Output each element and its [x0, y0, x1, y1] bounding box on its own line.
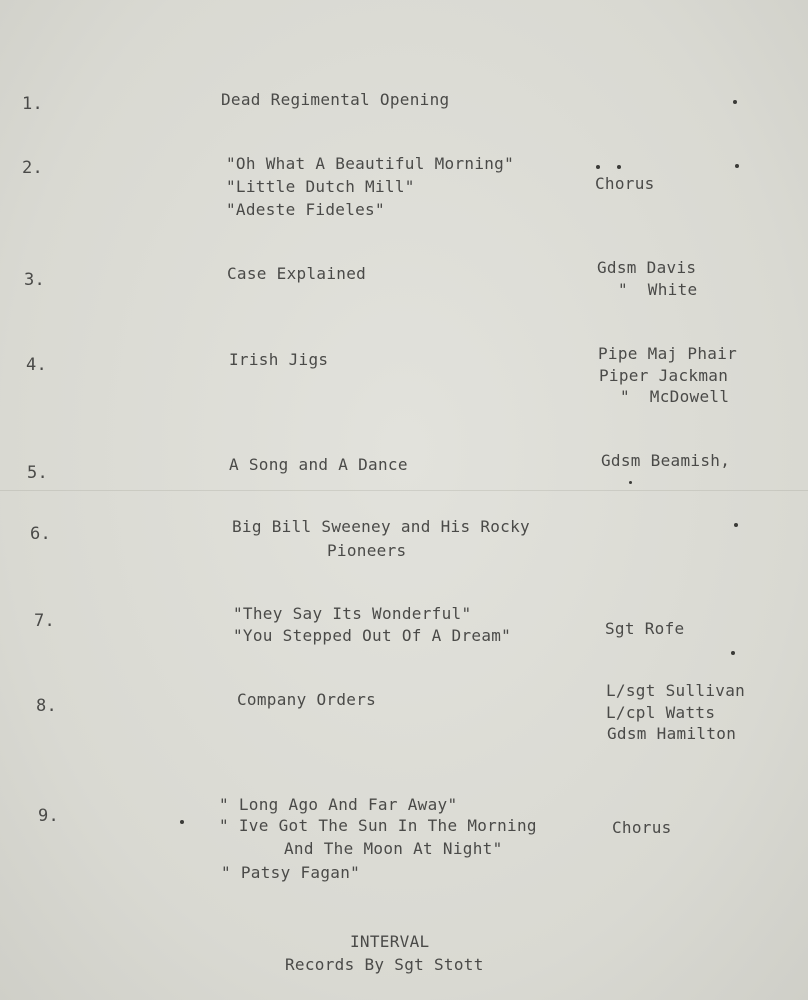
item-8-performer-3: Gdsm Hamilton: [607, 724, 737, 743]
item-number-5: 5.: [27, 463, 49, 483]
item-3-title: Case Explained: [227, 264, 367, 283]
item-2-song-3: "Adeste Fideles": [226, 200, 385, 219]
ink-speck: [731, 651, 735, 655]
item-4-performer-1: Pipe Maj Phair: [598, 344, 738, 363]
item-5-title: A Song and A Dance: [229, 455, 408, 474]
item-number-7: 7.: [34, 611, 56, 631]
records-credit: Records By Sgt Stott: [285, 955, 484, 974]
item-number-8: 8.: [36, 696, 58, 716]
item-6-title-line-2: Pioneers: [327, 541, 407, 560]
item-number-6: 6.: [30, 524, 52, 544]
item-7-song-2: "You Stepped Out Of A Dream": [233, 626, 512, 645]
ink-speck: [735, 164, 739, 168]
item-9-song-2: " Ive Got The Sun In The Morning: [219, 816, 537, 835]
item-number-3: 3.: [24, 270, 46, 290]
ink-speck: [596, 165, 600, 169]
interval-heading: INTERVAL: [350, 932, 430, 951]
item-2-performer: Chorus: [595, 174, 655, 193]
item-9-song-2-cont: And The Moon At Night": [284, 839, 503, 858]
ink-speck: [629, 481, 632, 484]
item-number-4: 4.: [26, 355, 48, 375]
item-2-song-2: "Little Dutch Mill": [226, 177, 415, 196]
item-2-song-1: "Oh What A Beautiful Morning": [226, 154, 515, 173]
ink-speck: [733, 100, 737, 104]
fold-line: [0, 490, 808, 491]
item-8-title: Company Orders: [237, 690, 377, 709]
ink-speck: [617, 165, 621, 169]
item-3-performer-2: " White: [618, 280, 698, 299]
item-3-performer-1: Gdsm Davis: [597, 258, 697, 277]
item-4-performer-2: Piper Jackman: [599, 366, 729, 385]
item-4-performer-3: " McDowell: [620, 387, 730, 406]
item-9-performer: Chorus: [612, 818, 672, 837]
item-number-2: 2.: [22, 158, 44, 178]
item-8-performer-1: L/sgt Sullivan: [606, 681, 746, 700]
item-9-song-1: " Long Ago And Far Away": [219, 795, 458, 814]
item-number-9: 9.: [38, 806, 60, 826]
item-4-title: Irish Jigs: [229, 350, 329, 369]
ink-speck: [180, 820, 184, 824]
item-8-performer-2: L/cpl Watts: [606, 703, 716, 722]
item-7-song-1: "They Say Its Wonderful": [233, 604, 472, 623]
item-6-title-line-1: Big Bill Sweeney and His Rocky: [232, 517, 530, 536]
ink-speck: [734, 523, 738, 527]
item-1-title: Dead Regimental Opening: [221, 90, 450, 109]
item-5-performer: Gdsm Beamish,: [601, 451, 731, 470]
item-number-1: 1.: [22, 94, 44, 114]
item-7-performer: Sgt Rofe: [605, 619, 685, 638]
item-9-song-3: " Patsy Fagan": [221, 863, 361, 882]
